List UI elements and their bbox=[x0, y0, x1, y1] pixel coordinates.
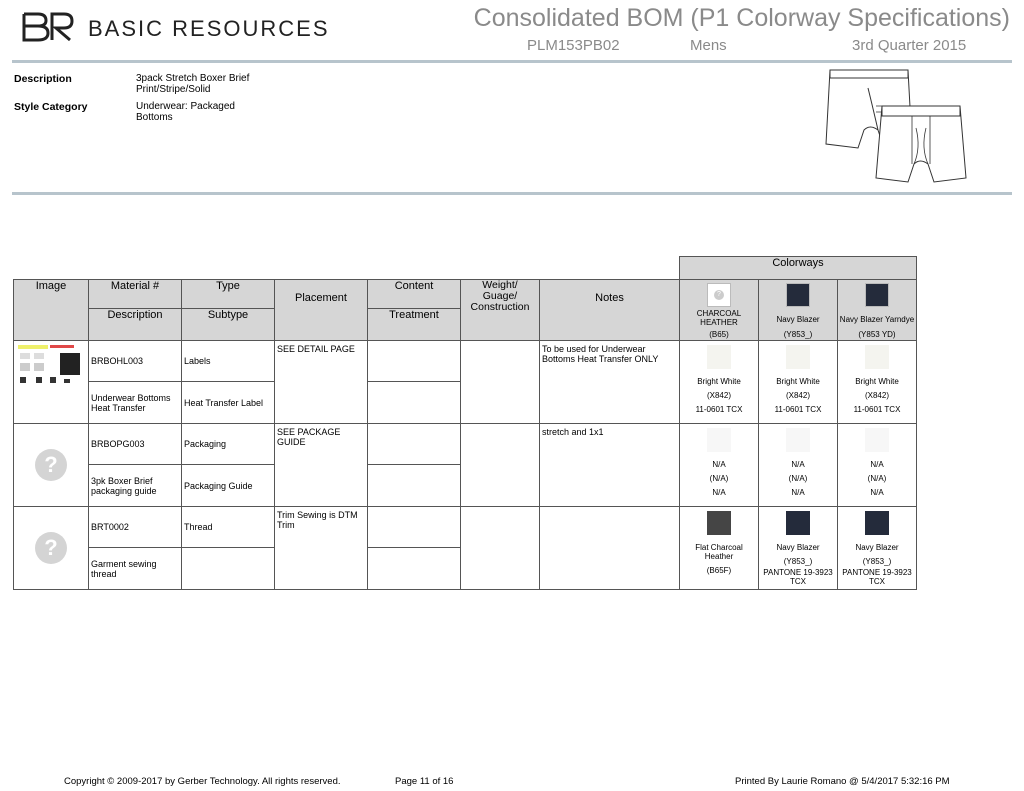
color-pantone: 11-0601 TCX bbox=[774, 405, 822, 414]
color-code: (N/A) bbox=[709, 474, 729, 483]
color-code: (Y853_) bbox=[783, 557, 813, 566]
brand-logo bbox=[22, 10, 332, 46]
treatment bbox=[368, 382, 461, 424]
color-pantone: N/A bbox=[791, 488, 805, 497]
category-line-1: Underwear: Packaged bbox=[136, 101, 235, 112]
material-type: Thread bbox=[182, 507, 275, 548]
color-name: Navy Blazer bbox=[776, 543, 820, 552]
header-divider bbox=[12, 60, 1012, 63]
color-pantone: PANTONE 19-3923 TCX bbox=[763, 568, 833, 586]
subtype-header: Subtype bbox=[182, 309, 275, 341]
color-swatch bbox=[707, 428, 731, 452]
material-header: Material # bbox=[89, 280, 182, 309]
color-name: N/A bbox=[870, 460, 884, 469]
colorway-swatch bbox=[786, 283, 810, 307]
description-value bbox=[136, 73, 296, 95]
color-swatch bbox=[707, 345, 731, 369]
color-swatch bbox=[865, 345, 889, 369]
placement: SEE DETAIL PAGE bbox=[275, 341, 368, 424]
type-header: Type bbox=[182, 280, 275, 309]
color-pantone: N/A bbox=[712, 488, 726, 497]
colorway-navy-blazer-yarndye bbox=[838, 280, 917, 341]
color-name: Navy Blazer bbox=[855, 543, 899, 552]
page-number: Page 11 of 16 bbox=[395, 776, 454, 787]
copyright-notice: Copyright © 2009-2017 by Gerber Technology. All rights reserved. bbox=[64, 776, 341, 787]
material-subtype: Packaging Guide bbox=[182, 465, 275, 507]
description-line-2: Print/Stripe/Solid bbox=[136, 84, 211, 95]
weight bbox=[461, 424, 540, 507]
description-header: Description bbox=[89, 309, 182, 341]
colorway-cell bbox=[680, 341, 759, 424]
color-swatch bbox=[786, 345, 810, 369]
colorway-cell bbox=[680, 424, 759, 507]
category-line-2: Bottoms bbox=[136, 112, 173, 123]
color-name: Bright White bbox=[776, 377, 820, 386]
colorway-swatch bbox=[707, 283, 731, 307]
description-label: Description bbox=[14, 73, 72, 85]
image-header: Image bbox=[14, 280, 89, 341]
color-pantone: N/A bbox=[870, 488, 884, 497]
colorway-cell bbox=[838, 507, 917, 590]
color-code: (N/A) bbox=[788, 474, 808, 483]
material-thumbnail bbox=[14, 424, 89, 507]
content bbox=[368, 507, 461, 548]
placement: Trim Sewing is DTM Trim bbox=[275, 507, 368, 590]
weight bbox=[461, 507, 540, 590]
material-description: Garment sewing thread bbox=[89, 548, 182, 590]
info-divider bbox=[12, 192, 1012, 195]
color-name: Flat Charcoal Heather bbox=[695, 543, 743, 561]
colorway-code: (Y853 YD) bbox=[858, 330, 896, 339]
label-artwork-thumbnail-icon bbox=[16, 343, 86, 389]
style-category-label: Style Category bbox=[14, 101, 88, 113]
material-thumbnail bbox=[14, 341, 89, 424]
printed-by: Printed By Laurie Romano @ 5/4/2017 5:32:16 PM bbox=[735, 776, 950, 787]
color-name: N/A bbox=[791, 460, 805, 469]
table-row bbox=[14, 507, 917, 548]
color-code: (B65F) bbox=[706, 566, 732, 575]
colorway-code: (B65) bbox=[709, 330, 729, 339]
notes: To be used for Underwear Bottoms Heat Transfer ONLY bbox=[540, 341, 680, 424]
color-pantone: 11-0601 TCX bbox=[853, 405, 901, 414]
treatment-header: Treatment bbox=[368, 309, 461, 341]
table-row bbox=[14, 341, 917, 382]
color-code: (X842) bbox=[706, 391, 731, 400]
colorway-cell bbox=[759, 507, 838, 590]
colorway-cell bbox=[680, 507, 759, 590]
brand-name: BASIC RESOURCES bbox=[88, 16, 330, 41]
colorway-code: (Y853_) bbox=[783, 330, 813, 339]
colorway-cell bbox=[759, 424, 838, 507]
weight-header: Weight/ Guage/ Construction bbox=[461, 280, 540, 341]
colorway-name: Navy Blazer Yarndye bbox=[839, 315, 915, 324]
material-description: 3pk Boxer Brief packaging guide bbox=[89, 465, 182, 507]
color-name: Bright White bbox=[855, 377, 899, 386]
color-swatch bbox=[707, 511, 731, 535]
document-title: Consolidated BOM (P1 Colorway Specifications) bbox=[473, 4, 1010, 32]
question-mark-icon: ? bbox=[35, 449, 67, 481]
season: 3rd Quarter 2015 bbox=[852, 37, 967, 54]
material-type: Packaging bbox=[182, 424, 275, 465]
material-subtype: Heat Transfer Label bbox=[182, 382, 275, 424]
colorway-swatch bbox=[865, 283, 889, 307]
colorway-cell bbox=[838, 341, 917, 424]
colorway-navy-blazer bbox=[759, 280, 838, 341]
material-number: BRBOHL003 bbox=[89, 341, 182, 382]
boxer-brief-sketch-icon bbox=[820, 68, 970, 188]
color-name: N/A bbox=[712, 460, 726, 469]
color-pantone: 11-0601 TCX bbox=[695, 405, 743, 414]
colorway-cell bbox=[759, 341, 838, 424]
colorway-name: CHARCOAL HEATHER bbox=[696, 309, 742, 327]
notes-header: Notes bbox=[540, 280, 680, 341]
material-thumbnail bbox=[14, 507, 89, 590]
table-row bbox=[14, 424, 917, 465]
material-type: Labels bbox=[182, 341, 275, 382]
color-swatch bbox=[865, 428, 889, 452]
color-code: (Y853_) bbox=[862, 557, 892, 566]
placement-header: Placement bbox=[275, 280, 368, 341]
colorways-header: Colorways bbox=[680, 257, 917, 280]
color-swatch bbox=[865, 511, 889, 535]
style-category-value bbox=[136, 101, 296, 123]
colorway-cell bbox=[838, 424, 917, 507]
bom-table bbox=[13, 256, 917, 590]
material-number: BRBOPG003 bbox=[89, 424, 182, 465]
color-swatch bbox=[786, 428, 810, 452]
color-pantone: PANTONE 19-3923 TCX bbox=[842, 568, 912, 586]
treatment bbox=[368, 465, 461, 507]
content-header: Content bbox=[368, 280, 461, 309]
material-number: BRT0002 bbox=[89, 507, 182, 548]
gender: Mens bbox=[690, 37, 727, 54]
content bbox=[368, 341, 461, 382]
material-description: Underwear Bottoms Heat Transfer bbox=[89, 382, 182, 424]
question-mark-icon: ? bbox=[714, 290, 724, 300]
color-code: (X842) bbox=[785, 391, 810, 400]
br-monogram-icon bbox=[22, 12, 74, 42]
weight bbox=[461, 341, 540, 424]
color-swatch bbox=[786, 511, 810, 535]
content bbox=[368, 424, 461, 465]
color-code: (X842) bbox=[864, 391, 889, 400]
color-code: (N/A) bbox=[867, 474, 887, 483]
color-name: Bright White bbox=[697, 377, 741, 386]
description-line-1: 3pack Stretch Boxer Brief bbox=[136, 73, 250, 84]
treatment bbox=[368, 548, 461, 590]
notes bbox=[540, 507, 680, 590]
colorway-charcoal-heather bbox=[680, 280, 759, 341]
question-mark-icon: ? bbox=[35, 532, 67, 564]
material-subtype bbox=[182, 548, 275, 590]
colorway-name: Navy Blazer bbox=[776, 315, 820, 324]
placement: SEE PACKAGE GUIDE bbox=[275, 424, 368, 507]
notes: stretch and 1x1 bbox=[540, 424, 680, 507]
style-code: PLM153PB02 bbox=[527, 37, 620, 54]
